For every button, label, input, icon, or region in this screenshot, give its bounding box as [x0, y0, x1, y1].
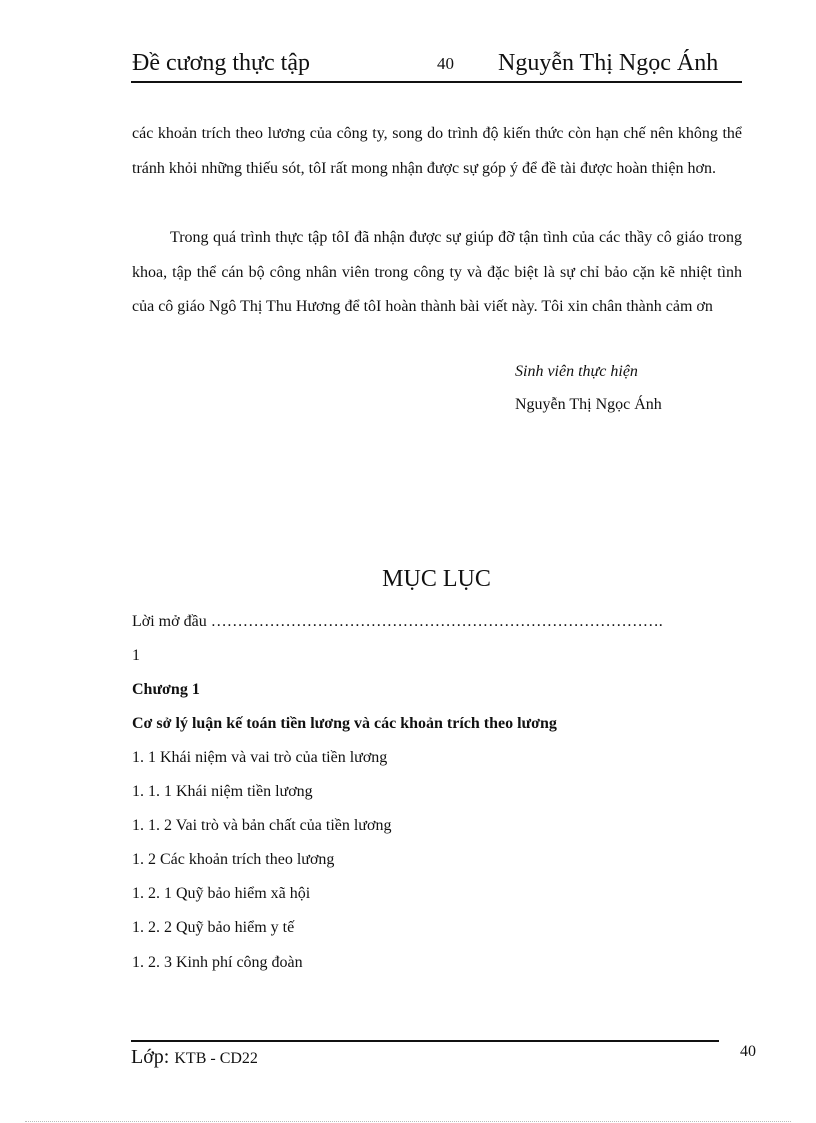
footer-rule — [131, 1040, 719, 1042]
page-edge-divider — [25, 1121, 791, 1122]
toc-item[interactable]: 1. 2. 1 Quỹ bảo hiểm xã hội — [132, 885, 311, 902]
toc-entry-intro[interactable] — [132, 613, 742, 631]
toc-intro-label: Lời mở đầu — [132, 613, 207, 630]
footer-class-label: Lớp: — [131, 1046, 170, 1068]
body-paragraph-1: các khoản trích theo lương của công ty, song do trình độ kiến thức còn hạn chế nên không thể tránh khỏi những thiếu sót, tôI rất mong nhận được sự góp ý để đề tài được hoàn thiện hơn. — [132, 125, 742, 177]
header-author: Nguyễn Thị Ngọc Ánh — [498, 50, 719, 76]
footer-page-number: 40 — [740, 1043, 756, 1060]
toc-item[interactable]: 1. 2. 3 Kinh phí công đoàn — [132, 954, 303, 971]
header-title: Đề cương thực tập — [132, 50, 310, 76]
toc-chapter-label[interactable]: Chương 1 — [132, 681, 200, 698]
toc-item[interactable]: 1. 2. 2 Quỹ bảo hiểm y tế — [132, 919, 295, 936]
toc-item[interactable]: 1. 1 Khái niệm và vai trò của tiền lương — [132, 749, 388, 766]
signature-role: Sinh viên thực hiện — [515, 363, 638, 380]
header-page-number: 40 — [437, 54, 454, 73]
header-rule — [131, 81, 742, 83]
toc-intro-page: 1 — [132, 647, 140, 664]
toc-item[interactable]: 1. 1. 2 Vai trò và bản chất của tiền lương — [132, 817, 392, 834]
body-paragraph-2: Trong quá trình thực tập tôI đã nhận được sự giúp đỡ tận tình của các thầy cô giáo trong khoa, tập thể cán bộ công nhân viên trong công ty và đặc biệt là sự chỉ bảo cặn kẽ nhiệt tình của cô giáo Ngô Thị Thu Hương để tôI hoàn thành bài viết này. Tôi xin chân thành cảm ơn — [132, 229, 742, 315]
toc-intro-leader: …………………………………………………………………………. — [210, 613, 663, 630]
footer-class-name: KTB - CD22 — [174, 1050, 258, 1067]
signature-name: Nguyễn Thị Ngọc Ánh — [515, 396, 662, 413]
footer-class — [131, 1046, 258, 1069]
toc-item[interactable]: 1. 1. 1 Khái niệm tiền lương — [132, 783, 313, 800]
toc-title: MỤC LỤC — [382, 566, 491, 592]
toc-chapter-title[interactable]: Cơ sở lý luận kế toán tiền lương và các khoản trích theo lương — [132, 715, 557, 732]
toc-item[interactable]: 1. 2 Các khoản trích theo lương — [132, 851, 335, 868]
